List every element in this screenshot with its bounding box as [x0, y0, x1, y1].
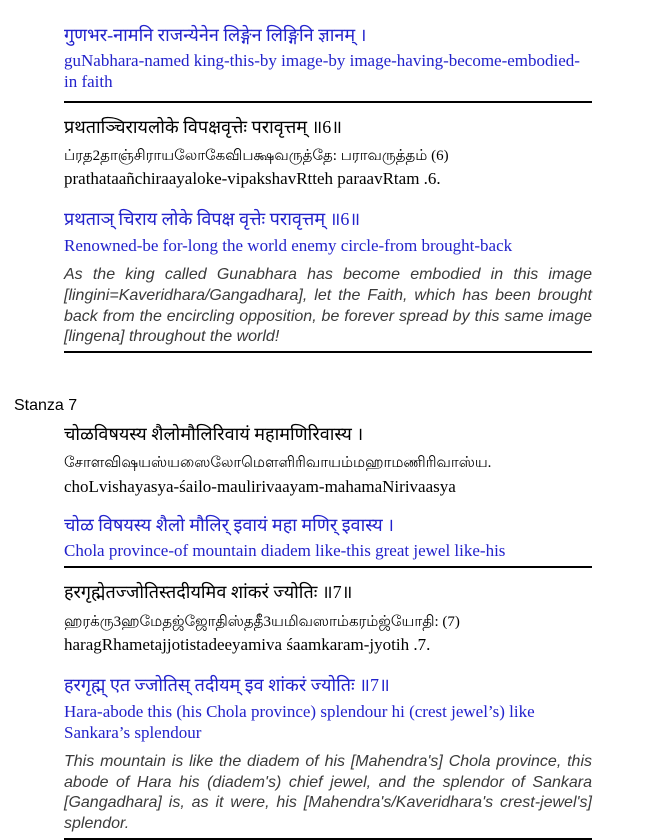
stanza7-translation: This mountain is like the diadem of his [Mahendra's] Chola province, this abode of Hara his (diadem's) chief jewel, and the splendor of Sankara [Gangadhara] is, as it were, his [Mahendra's/Kaveridhara's crest-jewel's] splendor.	[64, 752, 592, 833]
stanza7-pada1-transliteration: choLvishayasya-śailo-maulirivaayam-mahamaNirivaasya	[64, 476, 456, 496]
stanza7-pada1-word-gloss: Chola province-of mountain diadem like-this great jewel like-his	[64, 541, 506, 561]
stanza7-pada2-source	[64, 581, 592, 655]
stanza6-pada1-word-gloss: guNabhara-named king-this-by image-by image-having-become-embodied-in faith	[64, 51, 580, 92]
stanza6-pada1-devanagari-blue: गुणभर-नामनि राजन्येनेन लिङ्गेन लिङ्गिनि ज्ञानम् ।	[64, 25, 367, 45]
stanza6-pada2-analysis	[64, 208, 592, 255]
stanza6-pada2-source	[64, 116, 592, 190]
stanza7-pada2-devanagari: हरगृह्मेतज्जोतिस्तदीयमिव शांकरं ज्योतिः ॥7॥	[64, 582, 353, 603]
stanza6-pada1-analysis	[64, 24, 592, 93]
stanza7-pada1-analysis	[64, 514, 592, 561]
stanza7-pada2-analysis	[64, 674, 592, 743]
stanza6-pada2-devanagari-blue: प्रथताञ् चिराय लोके विपक्ष वृत्तेः परावृत्तम् ॥6॥	[64, 209, 361, 230]
stanza7-pada1-source	[64, 423, 592, 497]
stanza6-pada2-devanagari: प्रथताञ्चिरायलोके विपक्षवृत्तेः परावृत्तम् ॥6॥	[64, 116, 343, 137]
stanza7-pada2-transliteration: haragRhametajjotistadeeyamiva śaamkaram-jyotih .7.	[64, 635, 431, 655]
stanza6-translation: As the king called Gunabhara has become embodied in this image [lingini=Kaveridhara/Gangadhara], let the Faith, which has been brought back from the encircling opposition, be forever spread by this same image [lingena] throughout the world!	[64, 265, 592, 346]
section-divider	[64, 101, 592, 103]
stanza7-pada2-devanagari-blue: हरगृह्म् एत ज्जोतिस् तदीयम् इव शांकरं ज्योतिः ॥7॥	[64, 675, 390, 696]
stanza7-pada2-word-gloss: Hara-abode this (his Chola province) splendour hi (crest jewel’s) like Sankara’s splendour	[64, 701, 535, 742]
stanza7-pada1-tamil: சோளவிஷயஸ்யஸைலோமௌளிரிவாயம்மஹாமணிரிவாஸ்ய.	[64, 455, 492, 472]
section-divider	[64, 351, 592, 353]
stanza6-pada2-transliteration: prathataañchiraayaloke-vipakshavRtteh paraavRtam .6.	[64, 169, 441, 189]
stanza7-pada1-devanagari: चोळविषयस्य शैलोमौलिरिवायं महामणिरिवास्य ।	[64, 424, 364, 445]
section-divider	[64, 566, 592, 568]
stanza6-pada2-tamil: ப்ரத2தாஞ்சிராயலோகேவிபக்ஷவருத்தே: பராவருத்தம் (6)	[64, 147, 449, 164]
stanza7-pada2-tamil: ஹரக்ரு3ஹமேதஜ்ஜோதிஸ்ததீ3யமிவஸாம்கரம்ஜ்யோதி: (7)	[64, 613, 460, 630]
stanza7-pada1-devanagari-blue: चोळ विषयस्य शैलो मौलिर् इवायं महा मणिर् इवास्य ।	[64, 514, 394, 535]
stanza7-heading: Stanza 7	[14, 397, 78, 415]
stanza6-pada2-word-gloss: Renowned-be for-long the world enemy circle-from brought-back	[64, 235, 513, 255]
